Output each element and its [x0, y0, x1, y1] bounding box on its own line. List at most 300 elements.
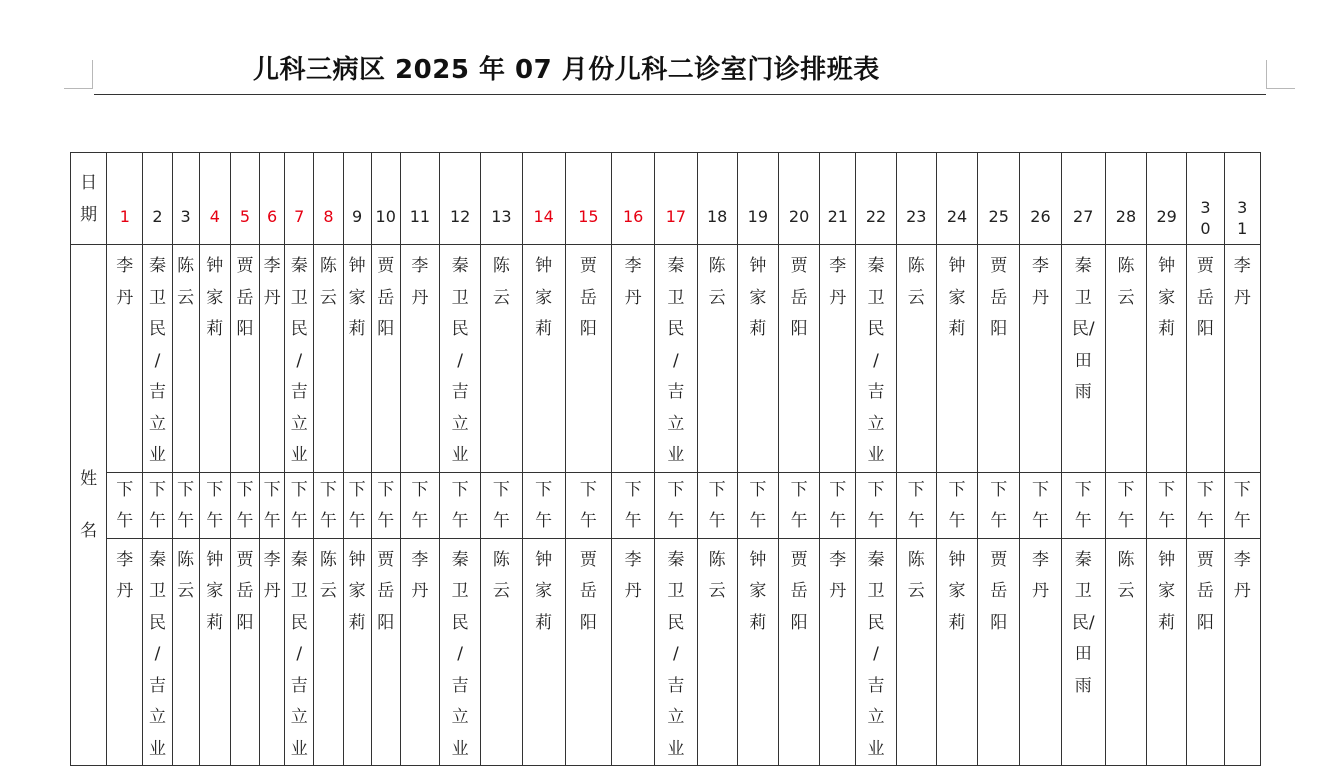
- afternoon-duty-char: 莉: [348, 612, 366, 633]
- afternoon-label: [698, 473, 737, 537]
- afternoon-label-char: 下: [116, 479, 134, 500]
- morning-duty-name: [143, 245, 171, 472]
- afternoon-duty-char: 陈: [708, 549, 726, 570]
- afternoon-duty-char: 阳: [377, 612, 395, 633]
- afternoon-duty-name: [1106, 539, 1146, 608]
- afternoon-duty-char: 丹: [829, 581, 847, 601]
- morning-duty-char: 莉: [535, 319, 553, 339]
- afternoon-duty-char: 吉: [290, 675, 308, 696]
- afternoon-label-cell: [697, 472, 737, 538]
- name-header-char: 名: [80, 521, 98, 541]
- morning-duty-char: 陈: [1117, 256, 1135, 276]
- afternoon-duty-cell: [612, 538, 655, 766]
- afternoon-duty-cell: [1224, 538, 1260, 766]
- morning-row: [71, 245, 1261, 473]
- date-cell: [107, 153, 143, 245]
- morning-duty-cell: [172, 245, 199, 473]
- afternoon-duty-name: [897, 539, 936, 608]
- date-number: 24: [946, 206, 968, 226]
- afternoon-label-char: 午: [1117, 510, 1135, 531]
- afternoon-label-char: 下: [948, 479, 966, 500]
- morning-duty-char: 李: [624, 256, 642, 276]
- afternoon-duty-char: 业: [667, 738, 685, 759]
- afternoon-duty-char: 卫: [667, 581, 685, 601]
- afternoon-duty-cell: [978, 538, 1020, 766]
- afternoon-duty-char: 莉: [535, 612, 553, 633]
- afternoon-duty-char: 吉: [451, 675, 469, 696]
- afternoon-label-char: 午: [116, 510, 134, 531]
- date-number: 15: [578, 206, 599, 226]
- morning-duty-name: [401, 245, 439, 314]
- afternoon-label-char: 下: [236, 479, 254, 500]
- afternoon-duty-cell: [778, 538, 819, 766]
- morning-duty-char: 秦: [1074, 256, 1092, 276]
- morning-duty-char: /: [296, 350, 303, 371]
- morning-duty-cell: [936, 245, 977, 473]
- afternoon-duty-char: 家: [1158, 581, 1176, 601]
- afternoon-duty-cell: [400, 538, 439, 766]
- name-header: [71, 245, 107, 766]
- morning-duty-name: [937, 245, 977, 346]
- name-header-char: 姓: [80, 469, 98, 489]
- date-cell: [1061, 153, 1105, 245]
- morning-duty-char: 家: [1158, 287, 1176, 308]
- afternoon-label-char: 下: [749, 479, 767, 500]
- morning-duty-char: 卫: [148, 287, 166, 308]
- afternoon-duty-char: 贾: [377, 549, 395, 570]
- date-number: 16: [622, 206, 644, 226]
- morning-duty-name: [1020, 245, 1060, 314]
- afternoon-duty-name: [285, 539, 313, 766]
- morning-duty-cell: [522, 245, 565, 473]
- afternoon-label-char: 午: [348, 510, 366, 531]
- morning-duty-name: [856, 245, 895, 472]
- date-cell: [285, 153, 314, 245]
- morning-duty-char: 丹: [411, 287, 429, 308]
- afternoon-label-cell: [107, 472, 143, 538]
- afternoon-label-cell: [172, 472, 199, 538]
- afternoon-duty-char: 钟: [1158, 549, 1176, 570]
- morning-duty-cell: [314, 245, 343, 473]
- morning-duty-name: [738, 245, 778, 346]
- morning-duty-cell: [1061, 245, 1105, 473]
- afternoon-duty-char: 岳: [1196, 581, 1214, 601]
- afternoon-label-char: 午: [749, 510, 767, 531]
- morning-duty-cell: [230, 245, 259, 473]
- date-number: [1225, 159, 1260, 239]
- afternoon-duty-cell: [172, 538, 199, 766]
- afternoon-label-char: 下: [319, 479, 337, 500]
- morning-duty-char: 钟: [1158, 256, 1176, 276]
- morning-duty-name: [1062, 245, 1105, 409]
- afternoon-duty-char: 丹: [411, 581, 429, 601]
- afternoon-label-char: 午: [1158, 510, 1176, 531]
- afternoon-duty-char: 陈: [319, 549, 337, 570]
- afternoon-duty-char: 民: [867, 612, 885, 633]
- date-digit: 0: [1200, 218, 1211, 238]
- afternoon-duty-cell: [737, 538, 778, 766]
- date-number: 4: [209, 206, 220, 226]
- morning-duty-char: 云: [708, 287, 726, 308]
- afternoon-duty-char: 李: [829, 549, 847, 570]
- morning-duty-cell: [778, 245, 819, 473]
- date-cell: [1224, 153, 1260, 245]
- afternoon-label: [779, 473, 819, 537]
- morning-duty-char: 阳: [1196, 319, 1214, 339]
- afternoon-duty-cell: [285, 538, 314, 766]
- morning-duty-char: 业: [667, 445, 685, 465]
- afternoon-duty-char: 陈: [1117, 549, 1135, 570]
- afternoon-label: [143, 473, 171, 537]
- afternoon-label-char: 下: [990, 479, 1008, 500]
- afternoon-label: [523, 473, 565, 537]
- morning-duty-char: 阳: [790, 319, 808, 339]
- afternoon-label-cell: [1224, 472, 1260, 538]
- afternoon-duty-char: 云: [708, 581, 726, 601]
- crop-mark-top-left: [64, 60, 93, 89]
- afternoon-duty-char: 民: [451, 612, 469, 633]
- morning-duty-name: [260, 245, 284, 314]
- morning-duty-char: 秦: [148, 256, 166, 276]
- afternoon-label-char: 下: [377, 479, 395, 500]
- morning-duty-char: 吉: [148, 382, 166, 402]
- afternoon-duty-char: 立: [867, 707, 885, 727]
- afternoon-duty-char: 业: [451, 738, 469, 759]
- morning-duty-cell: [820, 245, 856, 473]
- afternoon-duty-char: 莉: [206, 612, 224, 633]
- afternoon-duty-char: 业: [867, 738, 885, 759]
- morning-duty-char: 卫: [290, 287, 308, 308]
- morning-duty-char: 丹: [829, 287, 847, 308]
- afternoon-duty-cell: [522, 538, 565, 766]
- morning-duty-name: [1106, 245, 1146, 314]
- date-number: 3: [180, 206, 191, 226]
- afternoon-label-char: 下: [1117, 479, 1135, 500]
- afternoon-label-cell: [1105, 472, 1146, 538]
- afternoon-duty-cell: [440, 538, 481, 766]
- afternoon-duty-char: 阳: [1196, 612, 1214, 633]
- date-cell: [172, 153, 199, 245]
- morning-duty-char: 业: [451, 445, 469, 465]
- afternoon-duty-char: 立: [290, 707, 308, 727]
- date-cell: [856, 153, 896, 245]
- afternoon-duty-name: [260, 539, 284, 608]
- afternoon-duty-char: 秦: [148, 549, 166, 570]
- morning-duty-char: 民: [451, 319, 469, 339]
- afternoon-duty-char: /: [457, 644, 464, 664]
- afternoon-duty-name: [523, 539, 565, 640]
- afternoon-duty-char: 业: [148, 738, 166, 759]
- date-cell: [440, 153, 481, 245]
- afternoon-duty-cell: [565, 538, 611, 766]
- morning-duty-name: [372, 245, 400, 346]
- afternoon-label-char: 午: [624, 510, 642, 531]
- morning-duty-cell: [612, 245, 655, 473]
- afternoon-duty-cell: [1020, 538, 1061, 766]
- afternoon-label-char: 午: [263, 510, 281, 531]
- date-number: 6: [267, 206, 278, 226]
- morning-duty-char: 陈: [708, 256, 726, 276]
- afternoon-duty-char: 吉: [667, 675, 685, 696]
- afternoon-duty-cell: [820, 538, 856, 766]
- afternoon-label-char: 下: [492, 479, 510, 500]
- page-title: 儿科三病区 2025 年 07 月份儿科二诊室门诊排班表: [253, 55, 880, 85]
- morning-duty-char: /: [673, 350, 679, 371]
- morning-duty-char: 岳: [377, 287, 395, 308]
- morning-duty-char: 立: [667, 413, 685, 434]
- morning-duty-char: 李: [1233, 256, 1251, 276]
- afternoon-duty-char: 家: [206, 581, 224, 601]
- morning-duty-name: [1147, 245, 1186, 346]
- date-number: 20: [788, 206, 810, 226]
- afternoon-label: [856, 473, 895, 537]
- afternoon-duty-char: 陈: [177, 549, 195, 570]
- afternoon-label-char: 下: [1158, 479, 1176, 500]
- morning-duty-cell: [1224, 245, 1260, 473]
- morning-duty-name: [314, 245, 342, 314]
- afternoon-duty-char: 秦: [290, 549, 308, 570]
- afternoon-label-char: 午: [948, 510, 966, 531]
- afternoon-label-cell: [199, 472, 230, 538]
- morning-duty-char: 业: [290, 445, 308, 465]
- afternoon-label-char: 下: [708, 479, 726, 500]
- afternoon-label: [401, 473, 439, 537]
- afternoon-duty-name: [566, 539, 611, 640]
- afternoon-duty-char: 莉: [749, 612, 767, 633]
- morning-duty-name: [1225, 245, 1260, 314]
- afternoon-duty-char: /: [154, 644, 161, 664]
- date-number: 7: [294, 206, 305, 226]
- morning-duty-name: [285, 245, 313, 472]
- morning-duty-cell: [896, 245, 936, 473]
- morning-duty-name: [344, 245, 371, 346]
- date-cell: [260, 153, 285, 245]
- date-cell: [400, 153, 439, 245]
- afternoon-label: [1147, 473, 1186, 537]
- afternoon-label-cell: [820, 472, 856, 538]
- afternoon-label: [978, 473, 1019, 537]
- morning-duty-char: 丹: [624, 287, 642, 308]
- afternoon-label: [481, 473, 521, 537]
- afternoon-duty-char: 钟: [206, 549, 224, 570]
- afternoon-duty-char: 李: [1233, 549, 1251, 570]
- date-cell: [522, 153, 565, 245]
- morning-duty-name: [523, 245, 565, 346]
- afternoon-label-cell: [1020, 472, 1061, 538]
- afternoon-duty-char: 秦: [451, 549, 469, 570]
- afternoon-duty-char: 贾: [990, 549, 1008, 570]
- afternoon-label-cell: [737, 472, 778, 538]
- afternoon-label-char: 午: [829, 510, 847, 531]
- morning-duty-name: [820, 245, 855, 314]
- morning-duty-char: 云: [492, 287, 510, 308]
- afternoon-duty-char: 岳: [579, 581, 597, 601]
- afternoon-duty-char: 李: [263, 549, 281, 570]
- afternoon-label: [200, 473, 230, 537]
- afternoon-label-cell: [481, 472, 522, 538]
- afternoon-duty-cell: [697, 538, 737, 766]
- afternoon-duty-char: 立: [451, 707, 469, 727]
- afternoon-label-char: 午: [1196, 510, 1214, 531]
- afternoon-duty-char: 贾: [579, 549, 597, 570]
- morning-duty-cell: [400, 245, 439, 473]
- afternoon-duty-char: 贾: [1196, 549, 1214, 570]
- afternoon-duty-char: 李: [411, 549, 429, 570]
- date-number: 27: [1073, 206, 1094, 226]
- morning-duty-char: 丹: [1031, 287, 1049, 308]
- afternoon-duty-cell: [143, 538, 172, 766]
- afternoon-duty-char: 阳: [990, 612, 1008, 633]
- afternoon-duty-cell: [230, 538, 259, 766]
- morning-duty-char: 家: [206, 287, 224, 308]
- afternoon-label-char: 午: [867, 510, 885, 531]
- afternoon-duty-cell: [199, 538, 230, 766]
- morning-duty-name: [107, 245, 142, 314]
- date-cell: [1020, 153, 1061, 245]
- afternoon-label-char: 下: [348, 479, 366, 500]
- afternoon-label-char: 午: [377, 510, 395, 531]
- afternoon-label: [1020, 473, 1060, 537]
- morning-duty-cell: [1147, 245, 1187, 473]
- morning-duty-name: [173, 245, 199, 314]
- afternoon-label-char: 下: [907, 479, 925, 500]
- date-digit: 1: [1237, 218, 1248, 238]
- afternoon-label-row: [71, 472, 1261, 538]
- morning-duty-cell: [978, 245, 1020, 473]
- afternoon-duty-char: 吉: [867, 675, 885, 696]
- morning-duty-char: 莉: [948, 319, 966, 339]
- morning-duty-char: 贾: [377, 256, 395, 276]
- afternoon-label-cell: [314, 472, 343, 538]
- afternoon-duty-char: 立: [667, 707, 685, 727]
- date-cell: [612, 153, 655, 245]
- date-digit: 3: [1200, 197, 1211, 217]
- afternoon-label-char: 午: [1031, 510, 1049, 531]
- morning-duty-char: 李: [829, 256, 847, 276]
- date-cell: [343, 153, 371, 245]
- afternoon-duty-char: 丹: [263, 581, 281, 601]
- afternoon-duty-name: [856, 539, 895, 766]
- afternoon-label-cell: [978, 472, 1020, 538]
- afternoon-duty-char: 钟: [749, 549, 767, 570]
- afternoon-duty-cell: [107, 538, 143, 766]
- morning-duty-char: 立: [148, 413, 166, 434]
- afternoon-duty-char: 雨: [1074, 675, 1092, 696]
- afternoon-duty-char: 田: [1074, 644, 1092, 664]
- date-number: 9: [351, 206, 363, 226]
- morning-duty-name: [655, 245, 696, 472]
- morning-duty-char: 吉: [867, 382, 885, 402]
- afternoon-duty-cell: [260, 538, 285, 766]
- afternoon-duty-cell: [343, 538, 371, 766]
- crop-mark-top-right: [1266, 60, 1295, 89]
- afternoon-label-cell: [1187, 472, 1224, 538]
- morning-duty-char: 贾: [990, 256, 1008, 276]
- afternoon-label-cell: [856, 472, 896, 538]
- afternoon-label-char: 下: [579, 479, 597, 500]
- date-cell: [655, 153, 697, 245]
- afternoon-duty-char: 钟: [948, 549, 966, 570]
- morning-duty-char: 陈: [177, 256, 195, 276]
- afternoon-label-char: 下: [206, 479, 224, 500]
- morning-duty-char: 莉: [749, 319, 767, 339]
- date-digit: 3: [1237, 197, 1248, 217]
- morning-duty-char: /: [457, 350, 464, 371]
- morning-duty-cell: [107, 245, 143, 473]
- morning-duty-char: 岳: [1196, 287, 1214, 308]
- morning-duty-name: [440, 245, 480, 472]
- date-number: 5: [239, 206, 251, 226]
- afternoon-label-char: 午: [206, 510, 224, 531]
- afternoon-label: [566, 473, 611, 537]
- morning-duty-name: [231, 245, 259, 346]
- afternoon-duty-name: [173, 539, 199, 608]
- afternoon-label: [107, 473, 142, 537]
- date-header-label: [71, 167, 106, 231]
- date-number: 26: [1030, 206, 1051, 226]
- morning-duty-char: 家: [948, 287, 966, 308]
- afternoon-duty-char: 丹: [624, 581, 642, 601]
- morning-duty-char: 岳: [236, 287, 254, 308]
- afternoon-label: [1187, 473, 1223, 537]
- afternoon-label: [820, 473, 855, 537]
- morning-duty-char: /: [154, 350, 161, 371]
- morning-duty-cell: [565, 245, 611, 473]
- afternoon-label-cell: [936, 472, 977, 538]
- afternoon-label: [314, 473, 342, 537]
- afternoon-label-cell: [440, 472, 481, 538]
- afternoon-duty-name: [107, 539, 142, 608]
- afternoon-duty-char: 贾: [236, 549, 254, 570]
- date-cell: [1105, 153, 1146, 245]
- afternoon-duty-name: [738, 539, 778, 640]
- afternoon-label-char: 午: [1233, 510, 1251, 531]
- afternoon-label: [1062, 473, 1105, 537]
- date-number: 19: [747, 206, 769, 226]
- afternoon-label-cell: [230, 472, 259, 538]
- afternoon-duty-cell: [856, 538, 896, 766]
- afternoon-label-char: 下: [667, 479, 685, 500]
- morning-duty-char: 岳: [990, 287, 1008, 308]
- afternoon-label-char: 午: [907, 510, 925, 531]
- afternoon-duty-name: [820, 539, 855, 608]
- afternoon-duty-name: [655, 539, 696, 766]
- morning-duty-char: 立: [451, 413, 469, 434]
- morning-duty-char: 卫: [1074, 287, 1092, 308]
- afternoon-label-char: 下: [1031, 479, 1049, 500]
- afternoon-duty-name: [481, 539, 521, 608]
- afternoon-label: [231, 473, 259, 537]
- afternoon-duty-char: 阳: [236, 612, 254, 633]
- afternoon-duty-name: [1062, 539, 1105, 703]
- morning-duty-char: 秦: [290, 256, 308, 276]
- afternoon-duty-name: [612, 539, 654, 608]
- afternoon-duty-name: [344, 539, 371, 640]
- afternoon-label-cell: [371, 472, 400, 538]
- afternoon-duty-char: 民: [667, 612, 685, 633]
- date-row: [71, 153, 1261, 245]
- afternoon-label-cell: [285, 472, 314, 538]
- morning-duty-char: 贾: [236, 256, 254, 276]
- morning-duty-name: [1187, 245, 1223, 346]
- afternoon-label: [344, 473, 371, 537]
- afternoon-duty-char: /: [296, 644, 303, 664]
- afternoon-duty-char: 李: [116, 549, 134, 570]
- morning-duty-name: [779, 245, 819, 346]
- afternoon-duty-char: 钟: [348, 549, 366, 570]
- afternoon-duty-char: 卫: [1074, 581, 1092, 601]
- morning-duty-char: 吉: [667, 382, 685, 402]
